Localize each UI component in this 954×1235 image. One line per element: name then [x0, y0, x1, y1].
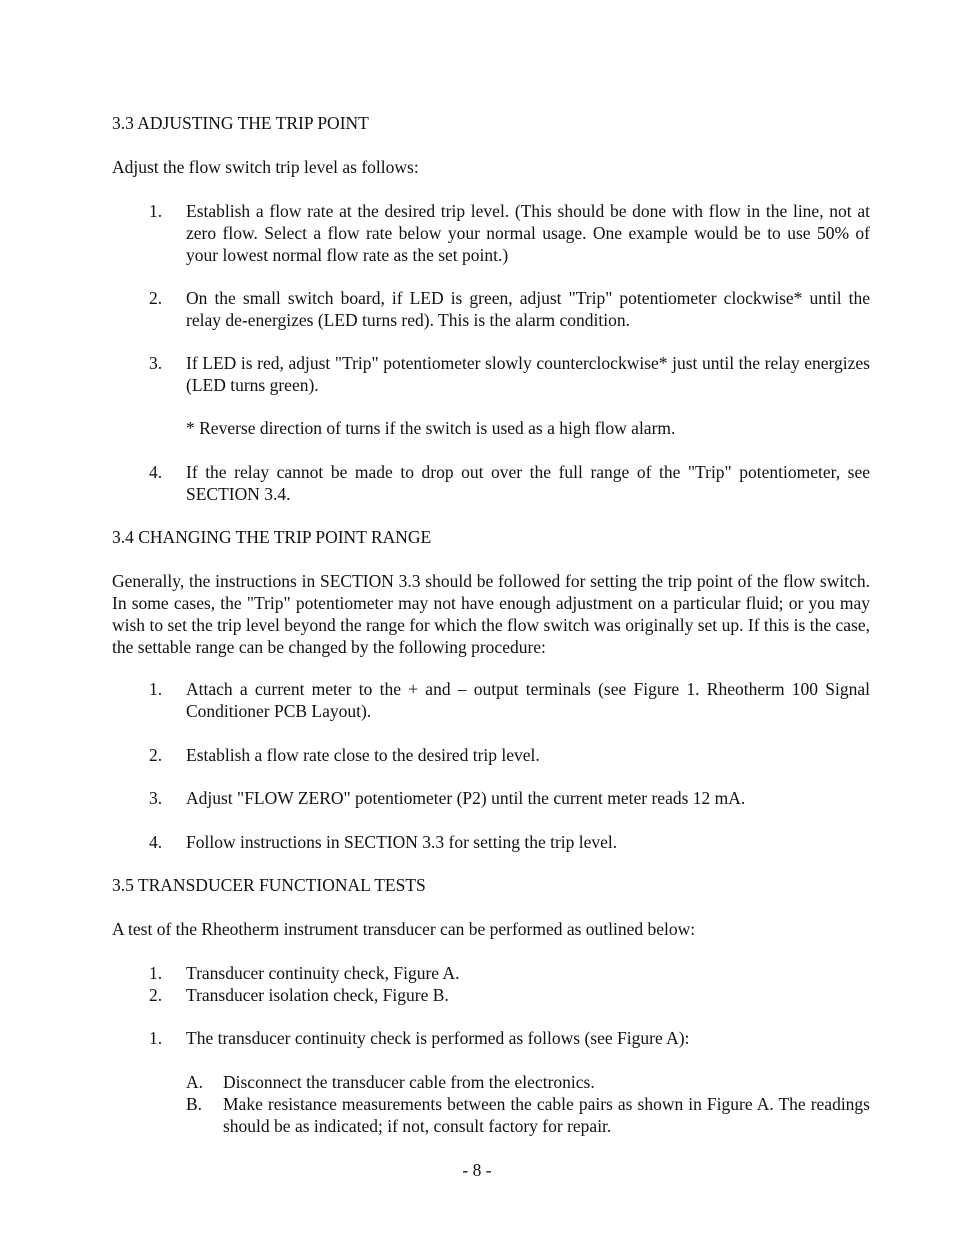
item-text: Establish a flow rate close to the desired trip level.	[186, 745, 540, 765]
item-text: Make resistance measurements between the cable pairs as shown in Figure A. The readings should be as indicated; if not, consult factory for repair.	[223, 1094, 870, 1136]
section-intro-3-3: Adjust the flow switch trip level as follows:	[112, 157, 419, 177]
section-heading-3-3: 3.3 ADJUSTING THE TRIP POINT	[112, 113, 369, 133]
item-text: Adjust "FLOW ZERO" potentiometer (P2) until the current meter reads 12 mA.	[186, 788, 746, 808]
section-intro-3-5: A test of the Rheotherm instrument transducer can be performed as outlined below:	[112, 919, 696, 939]
item-number: 3.	[149, 353, 163, 373]
item-number: 2.	[149, 985, 163, 1005]
item-number: 3.	[149, 788, 163, 808]
item-letter: A.	[186, 1072, 204, 1092]
section-intro-3-4: Generally, the instructions in SECTION 3.3 should be followed for setting the trip point of the flow switch. In some cases, the "Trip" potentiometer may not have enough adjustment on a particular fluid; or you may wish to set the trip level beyond the range for which the flow switch was originally set up. If this is the case, the settable range can be changed by the following procedure:	[112, 571, 870, 657]
item-number: 2.	[149, 745, 163, 765]
item-number: 2.	[149, 288, 163, 308]
item-number: 1.	[149, 201, 163, 221]
item-text: The transducer continuity check is performed as follows (see Figure A):	[186, 1028, 690, 1048]
item-letter: B.	[186, 1094, 203, 1114]
item-text: Disconnect the transducer cable from the electronics.	[223, 1072, 595, 1092]
item-text: Establish a flow rate at the desired trip level. (This should be done with flow in the line, not at zero flow. Select a flow rate below your normal usage. One example would be to use 50% of your lowest normal flow rate as the set point.)	[186, 201, 870, 265]
item-number: 1.	[149, 1028, 163, 1048]
item-text: Follow instructions in SECTION 3.3 for setting the trip level.	[186, 832, 618, 852]
item-number: 1.	[149, 679, 163, 699]
item-text: Transducer continuity check, Figure A.	[186, 963, 460, 983]
section-heading-3-4: 3.4 CHANGING THE TRIP POINT RANGE	[112, 527, 432, 547]
item-text: Transducer isolation check, Figure B.	[186, 985, 449, 1005]
item-text: On the small switch board, if LED is green, adjust "Trip" potentiometer clockwise* until the relay de-energizes (LED turns red). This is the alarm condition.	[186, 288, 870, 330]
section-heading-3-5: 3.5 TRANSDUCER FUNCTIONAL TESTS	[112, 875, 426, 895]
item-text: Attach a current meter to the + and – output terminals (see Figure 1. Rheotherm 100 Signal Conditioner PCB Layout).	[186, 679, 870, 721]
footnote: * Reverse direction of turns if the switch is used as a high flow alarm.	[186, 418, 676, 438]
page-number: - 8 -	[462, 1160, 492, 1180]
item-number: 4.	[149, 462, 163, 482]
item-text: If the relay cannot be made to drop out over the full range of the "Trip" potentiometer, see SECTION 3.4.	[186, 462, 870, 504]
item-number: 1.	[149, 963, 163, 983]
item-text: If LED is red, adjust "Trip" potentiometer slowly counterclockwise* just until the relay energizes (LED turns green).	[186, 353, 870, 395]
item-number: 4.	[149, 832, 163, 852]
